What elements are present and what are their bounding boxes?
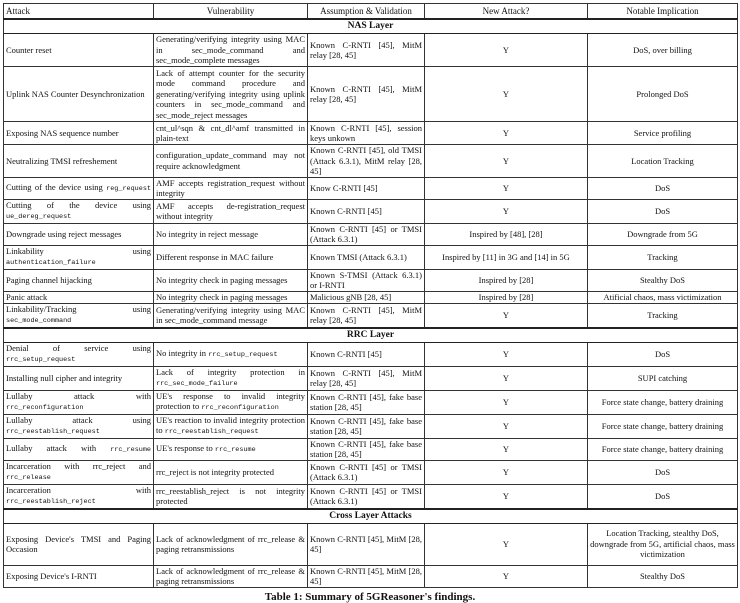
vulnerability-cell: [154, 177, 308, 199]
table-header-row: [4, 4, 738, 20]
table-row: [4, 245, 738, 269]
attack-text: Incarceration with rrc_reject and: [6, 460, 151, 471]
attack-code: rrc_reestablish_request: [6, 428, 100, 436]
vulnerability-cell: [154, 438, 308, 460]
attack-code: rrc_reconfiguration: [6, 404, 84, 412]
new-attack-cell: Y: [425, 122, 588, 145]
attack-cell: [4, 390, 154, 414]
implication-cell: Service profiling: [588, 122, 738, 145]
attack-code: rrc_reestablish_reject: [6, 498, 96, 506]
new-attack-cell: Inspired by [28]: [425, 291, 588, 303]
assumption-cell: Known C-RNTI [45] or TMSI (Attack 6.3.1): [308, 484, 425, 509]
implication-cell: DoS: [588, 460, 738, 484]
vulnerability-text: No integrity check in paging messages: [156, 291, 288, 302]
new-attack-cell: Y: [425, 342, 588, 366]
new-attack-cell: Y: [425, 438, 588, 460]
attack-cell: [4, 303, 154, 328]
attack-text: Denial of service using: [6, 342, 151, 353]
findings-table: [3, 3, 738, 588]
vulnerability-cell: [154, 269, 308, 291]
implication-cell: SUPI catching: [588, 366, 738, 390]
table-row: [4, 438, 738, 460]
vulnerability-cell: [154, 303, 308, 328]
attack-cell: [4, 460, 154, 484]
new-attack-cell: Y: [425, 67, 588, 122]
attack-text: Lullaby attack with: [6, 390, 151, 401]
header-implication: Notable Implication: [588, 4, 738, 20]
header-assumption: Assumption & Validation: [308, 4, 425, 20]
attack-text: Exposing NAS sequence number: [6, 127, 119, 138]
vulnerability-cell: [154, 199, 308, 223]
section-row: [4, 19, 738, 34]
attack-cell: [4, 291, 154, 303]
table-row: [4, 223, 738, 245]
vulnerability-text: Lack of acknowledgment of rrc_release & paging retransmissions: [156, 533, 305, 554]
attack-text: Downgrade using reject messages: [6, 228, 122, 239]
attack-cell: [4, 145, 154, 178]
attack-cell: [4, 342, 154, 366]
table-row: [4, 342, 738, 366]
attack-text: Linkability using: [6, 245, 151, 256]
table-body: [4, 19, 738, 587]
table-row: [4, 269, 738, 291]
attack-code: authentication_failure: [6, 259, 96, 267]
header-vulnerability: Vulnerability: [154, 4, 308, 20]
table-row: [4, 460, 738, 484]
table-row: [4, 291, 738, 303]
implication-cell: DoS, over billing: [588, 34, 738, 67]
vulnerability-code: rrc_sec_mode_failure: [156, 380, 238, 388]
attack-cell: [4, 438, 154, 460]
attack-text: Lullaby attack using: [6, 414, 151, 425]
vulnerability-cell: [154, 414, 308, 438]
section-row: [4, 328, 738, 343]
vulnerability-text: Lack of acknowledgment of rrc_release & paging retransmissions: [156, 565, 305, 586]
vulnerability-text: cnt_ul^sqn & cnt_dl^amf transmitted in plain-text: [156, 122, 305, 143]
new-attack-cell: Y: [425, 484, 588, 509]
vulnerability-text: UE's reaction to invalid integrity protection to: [156, 414, 305, 435]
assumption-cell: Known C-RNTI [45], session keys unkown: [308, 122, 425, 145]
new-attack-cell: Y: [425, 460, 588, 484]
implication-cell: Location Tracking, stealthy DoS, downgrade from 5G, artificial chaos, mass victimization: [588, 523, 738, 565]
table-row: [4, 199, 738, 223]
vulnerability-cell: [154, 523, 308, 565]
assumption-cell: Known C-RNTI [45], MitM relay [28, 45]: [308, 303, 425, 328]
attack-text: Cutting of the device using: [6, 199, 151, 210]
vulnerability-cell: [154, 223, 308, 245]
table-row: [4, 122, 738, 145]
new-attack-cell: Y: [425, 199, 588, 223]
vulnerability-code: rrc_setup_request: [208, 350, 278, 359]
vulnerability-text: AMF accepts registration_request without integrity: [156, 177, 305, 198]
vulnerability-cell: [154, 342, 308, 366]
attack-cell: [4, 223, 154, 245]
attack-text: Installing null cipher and integrity: [6, 372, 123, 383]
vulnerability-cell: [154, 366, 308, 390]
assumption-cell: Known C-RNTI [45], fake base station [28, 45]: [308, 390, 425, 414]
vulnerability-text: UE's response to: [156, 442, 213, 453]
attack-cell: [4, 269, 154, 291]
vulnerability-code: rrc_resume: [214, 445, 256, 454]
vulnerability-text: configuration_update_command may not require acknowledgment: [156, 150, 305, 171]
implication-cell: Force state change, battery draining: [588, 414, 738, 438]
attack-cell: [4, 177, 154, 199]
assumption-cell: Known S-TMSI (Attack 6.3.1) or I-RNTI: [308, 269, 425, 291]
vulnerability-text: Lack of integrity protection in: [156, 366, 305, 377]
implication-cell: DoS: [588, 484, 738, 509]
assumption-cell: Malicious gNB [28, 45]: [308, 291, 425, 303]
attack-code: sec_mode_command: [6, 317, 72, 325]
assumption-cell: Known C-RNTI [45], MitM relay [28, 45]: [308, 34, 425, 67]
assumption-cell: Known C-RNTI [45]: [308, 342, 425, 366]
vulnerability-cell: [154, 34, 308, 67]
table-row: [4, 414, 738, 438]
attack-text: Counter reset: [6, 44, 52, 55]
attack-cell: [4, 122, 154, 145]
new-attack-cell: Y: [425, 366, 588, 390]
section-title: NAS Layer: [4, 19, 738, 34]
new-attack-cell: Y: [425, 390, 588, 414]
table-row: [4, 34, 738, 67]
vulnerability-cell: [154, 460, 308, 484]
vulnerability-cell: [154, 122, 308, 145]
attack-text: Paging channel hijacking: [6, 274, 92, 285]
attack-cell: [4, 34, 154, 67]
vulnerability-text: rrc_reestablish_reject is not integrity protected: [156, 485, 305, 506]
attack-text: Cutting of the device using: [6, 181, 103, 192]
new-attack-cell: Inspired by [11] in 3G and [14] in 5G: [425, 245, 588, 269]
assumption-cell: Known C-RNTI [45], MitM [28, 45]: [308, 523, 425, 565]
attack-code: ue_dereg_request: [6, 213, 72, 221]
assumption-cell: Known C-RNTI [45], MitM relay [28, 45]: [308, 366, 425, 390]
vulnerability-text: AMF accepts de-registration_request without integrity: [156, 200, 305, 221]
implication-cell: DoS: [588, 342, 738, 366]
attack-cell: [4, 245, 154, 269]
assumption-cell: Known C-RNTI [45] or TMSI (Attack 6.3.1): [308, 460, 425, 484]
attack-cell: [4, 199, 154, 223]
vulnerability-text: No integrity in reject message: [156, 228, 258, 239]
vulnerability-cell: [154, 67, 308, 122]
vulnerability-text: Generating/verifying integrity using MAC in sec_mode_command and sec_mode_complete messages: [156, 34, 305, 66]
new-attack-cell: Y: [425, 145, 588, 178]
header-new-attack: New Attack?: [425, 4, 588, 20]
table-row: [4, 303, 738, 328]
attack-text: Panic attack: [6, 291, 48, 302]
vulnerability-cell: [154, 484, 308, 509]
implication-cell: DoS: [588, 177, 738, 199]
attack-cell: [4, 523, 154, 565]
attack-text: Linkability/Tracking using: [6, 303, 151, 314]
vulnerability-text: rrc_reject is not integrity protected: [156, 466, 275, 477]
header-attack: Attack: [4, 4, 154, 20]
vulnerability-cell: [154, 145, 308, 178]
new-attack-cell: Y: [425, 177, 588, 199]
assumption-cell: Known C-RNTI [45], MitM relay [28, 45]: [308, 67, 425, 122]
assumption-cell: Known C-RNTI [45]: [308, 199, 425, 223]
assumption-cell: Known C-RNTI [45], MitM [28, 45]: [308, 565, 425, 587]
table-row: [4, 366, 738, 390]
table-row: [4, 145, 738, 178]
table-row: [4, 67, 738, 122]
vulnerability-code: rrc_reconfiguration: [201, 404, 279, 412]
implication-cell: Tracking: [588, 245, 738, 269]
attack-cell: [4, 67, 154, 122]
new-attack-cell: Inspired by [28]: [425, 269, 588, 291]
attack-cell: [4, 484, 154, 509]
vulnerability-text: Generating/verifying integrity using MAC in sec_mode_command message: [156, 304, 305, 325]
table-row: [4, 484, 738, 509]
findings-table-figure: [3, 3, 737, 603]
assumption-cell: Known C-RNTI [45], fake base station [28, 45]: [308, 438, 425, 460]
vulnerability-code: rrc_reestablish_request: [164, 428, 259, 436]
vulnerability-text: UE's response to invalid integrity protection to: [156, 390, 305, 411]
implication-cell: Force state change, battery draining: [588, 390, 738, 414]
section-title: Cross Layer Attacks: [4, 509, 738, 524]
implication-cell: DoS: [588, 199, 738, 223]
vulnerability-text: Different response in MAC failure: [156, 251, 274, 262]
assumption-cell: Know C-RNTI [45]: [308, 177, 425, 199]
attack-code: rrc_release: [6, 474, 51, 482]
vulnerability-text: No integrity check in paging messages: [156, 274, 288, 285]
attack-code: rrc_resume: [110, 445, 152, 454]
attack-text: Uplink NAS Counter Desynchronization: [6, 88, 145, 99]
attack-code: rrc_setup_request: [6, 356, 76, 364]
assumption-cell: Known C-RNTI [45], old TMSI (Attack 6.3.1), MitM relay [28, 45]: [308, 145, 425, 178]
vulnerability-text: Lack of attempt counter for the security mode command procedure and generating/verifying integrity using uplink counters in sec_mode_command and sec_mode_reject messages: [156, 67, 305, 120]
attack-cell: [4, 366, 154, 390]
implication-cell: Tracking: [588, 303, 738, 328]
implication-cell: Stealthy DoS: [588, 269, 738, 291]
vulnerability-cell: [154, 390, 308, 414]
vulnerability-cell: [154, 245, 308, 269]
attack-text: Exposing Device's I-RNTI: [6, 570, 97, 581]
implication-cell: Prolonged DoS: [588, 67, 738, 122]
new-attack-cell: Y: [425, 565, 588, 587]
section-row: [4, 509, 738, 524]
attack-text: Incarceration with: [6, 484, 151, 495]
new-attack-cell: Y: [425, 303, 588, 328]
new-attack-cell: Inspired by [48], [28]: [425, 223, 588, 245]
implication-cell: Location Tracking: [588, 145, 738, 178]
attack-code: reg_request: [106, 184, 151, 193]
implication-cell: Atificial chaos, mass victimization: [588, 291, 738, 303]
assumption-cell: Known C-RNTI [45] or TMSI (Attack 6.3.1): [308, 223, 425, 245]
new-attack-cell: Y: [425, 414, 588, 438]
table-row: [4, 523, 738, 565]
attack-cell: [4, 414, 154, 438]
table-row: [4, 177, 738, 199]
assumption-cell: Known TMSI (Attack 6.3.1): [308, 245, 425, 269]
attack-text: Exposing Device's TMSI and Paging Occasion: [6, 533, 151, 554]
implication-cell: Stealthy DoS: [588, 565, 738, 587]
new-attack-cell: Y: [425, 523, 588, 565]
new-attack-cell: Y: [425, 34, 588, 67]
attack-text: Neutralizing TMSI refreshement: [6, 155, 118, 166]
assumption-cell: Known C-RNTI [45], fake base station [28, 45]: [308, 414, 425, 438]
implication-cell: Downgrade from 5G: [588, 223, 738, 245]
vulnerability-text: No integrity in: [156, 347, 207, 358]
attack-text: Lullaby attack with: [6, 442, 97, 453]
table-row: [4, 390, 738, 414]
table-caption: Table 1: Summary of 5GReasoner's findings.: [264, 590, 476, 603]
vulnerability-cell: [154, 291, 308, 303]
implication-cell: Force state change, battery draining: [588, 438, 738, 460]
section-title: RRC Layer: [4, 328, 738, 343]
